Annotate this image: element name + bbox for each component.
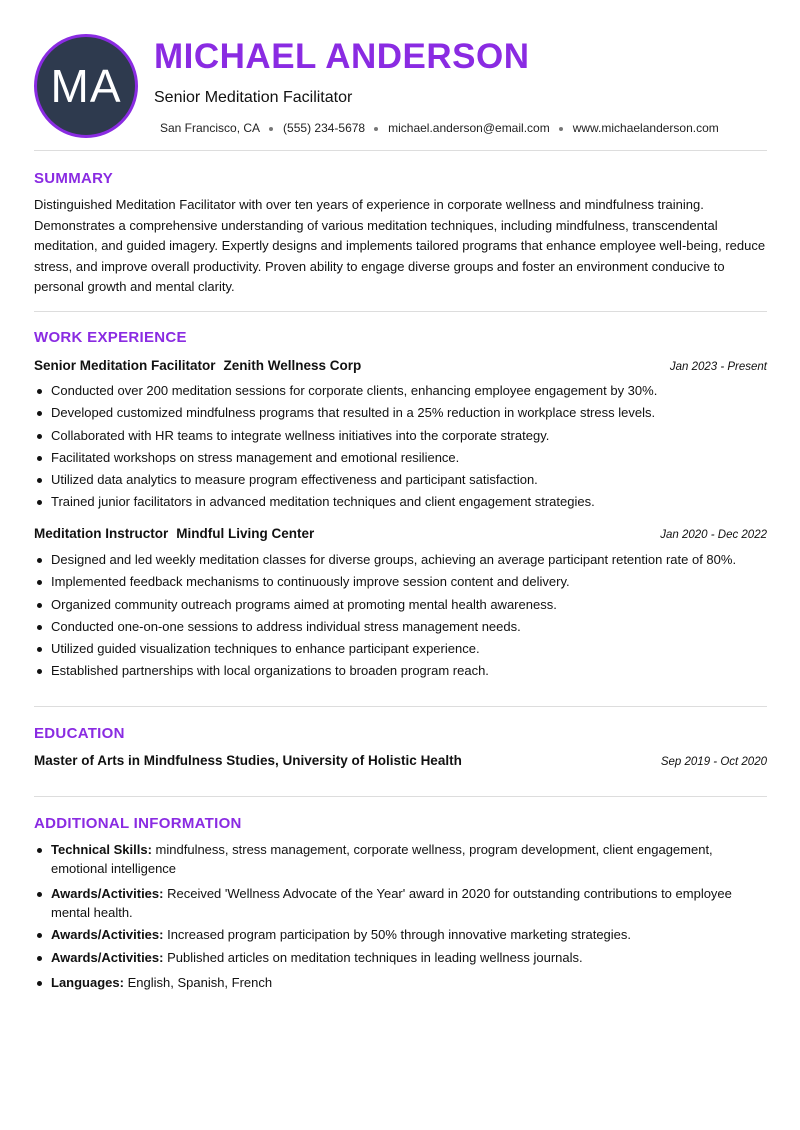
job-bullet-list	[34, 380, 769, 514]
list-item: Implemented feedback mechanisms to continuously improve session content and delivery.	[34, 571, 769, 593]
section-divider	[34, 796, 767, 797]
contact-email[interactable]: michael.anderson@email.com	[388, 121, 550, 135]
list-item: Designed and led weekly meditation classes for diverse groups, achieving an average participant retention rate of 80%.	[34, 549, 769, 571]
info-text: Increased program participation by 50% through innovative marketing strategies.	[167, 927, 632, 942]
list-item: Organized community outreach programs aimed at promoting mental health awareness.	[34, 594, 769, 616]
job-title	[34, 526, 314, 541]
summary-text: Distinguished Meditation Facilitator with over ten years of experience in corporate wellness and mindfulness training. Demonstrates a comprehensive understanding of various meditation techniques, including mindfulness, transcendental meditation, and guided imagery. Expertly designs and implements tailored programs that enhance employee well-being, reduce stress, and improve overall productivity. Proven ability to engage diverse groups and foster an environment conducive to personal growth and mental clarity.	[34, 197, 766, 294]
list-item: Conducted over 200 meditation sessions for corporate clients, enhancing employee engagement by 30%.	[34, 380, 769, 402]
info-text: mindfulness, stress management, corporate wellness, program development, client engagement, emotional intelligence	[51, 842, 713, 876]
job-dates: Jan 2020 - Dec 2022	[660, 529, 767, 541]
list-item: Trained junior facilitators in advanced meditation techniques and client engagement strategies.	[34, 491, 769, 513]
separator-dot-icon	[559, 127, 563, 131]
job-company: Mindful Living Center	[176, 526, 315, 541]
job-position: Senior Meditation Facilitator	[34, 358, 216, 373]
additional-heading: ADDITIONAL INFORMATION	[34, 815, 242, 832]
job-bullet-list	[34, 549, 769, 683]
job-company: Zenith Wellness Corp	[223, 358, 362, 373]
list-item: Developed customized mindfulness programs that resulted in a 25% reduction in workplace stress levels.	[34, 402, 769, 424]
section-divider	[34, 311, 767, 312]
list-item: Utilized guided visualization techniques to enhance participant experience.	[34, 638, 769, 660]
job-header	[34, 358, 767, 373]
list-item	[34, 841, 769, 878]
contact-website[interactable]: www.michaelanderson.com	[572, 121, 719, 135]
education-entry	[34, 753, 767, 768]
list-item	[34, 949, 769, 968]
job-header	[34, 526, 767, 541]
contact-location: San Francisco, CA	[160, 121, 261, 135]
job-dates: Jan 2023 - Present	[669, 361, 767, 373]
list-item: Utilized data analytics to measure program effectiveness and participant satisfaction.	[34, 469, 769, 491]
info-label: Technical Skills:	[51, 842, 152, 857]
contact-line	[160, 121, 719, 135]
list-item	[34, 974, 769, 993]
list-item: Collaborated with HR teams to integrate wellness initiatives into the corporate strategy.	[34, 425, 769, 447]
info-label: Awards/Activities:	[51, 886, 164, 901]
education-degree: Master of Arts in Mindfulness Studies, University of Holistic Health	[34, 753, 462, 768]
additional-info-list	[34, 841, 769, 993]
section-divider	[34, 706, 767, 707]
info-text: Received 'Wellness Advocate of the Year' award in 2020 for outstanding contributions to employee mental health.	[51, 886, 732, 920]
education-dates: Sep 2019 - Oct 2020	[660, 756, 767, 768]
summary-heading: SUMMARY	[34, 170, 114, 187]
list-item	[34, 926, 769, 945]
info-text: English, Spanish, French	[127, 975, 273, 990]
list-item: Facilitated workshops on stress management and emotional resilience.	[34, 447, 769, 469]
info-label: Languages:	[51, 975, 124, 990]
info-label: Awards/Activities:	[51, 949, 164, 965]
candidate-name: MICHAEL ANDERSON	[154, 37, 530, 76]
experience-heading: WORK EXPERIENCE	[34, 329, 187, 346]
candidate-role: Senior Meditation Facilitator	[154, 89, 353, 106]
avatar	[34, 34, 138, 138]
education-heading: EDUCATION	[34, 725, 125, 742]
list-item	[34, 885, 769, 922]
list-item: Conducted one-on-one sessions to address individual stress management needs.	[34, 616, 769, 638]
job-position: Meditation Instructor	[34, 526, 169, 541]
info-text: Published articles on meditation techniques in leading wellness journals.	[167, 949, 583, 965]
list-item: Established partnerships with local organizations to broaden program reach.	[34, 660, 769, 682]
section-divider	[34, 150, 767, 151]
separator-dot-icon	[374, 127, 378, 131]
contact-phone: (555) 234-5678	[283, 121, 366, 135]
avatar-initials: MA	[50, 60, 122, 112]
info-label: Awards/Activities:	[51, 927, 164, 942]
separator-dot-icon	[269, 127, 273, 131]
job-title	[34, 358, 361, 373]
